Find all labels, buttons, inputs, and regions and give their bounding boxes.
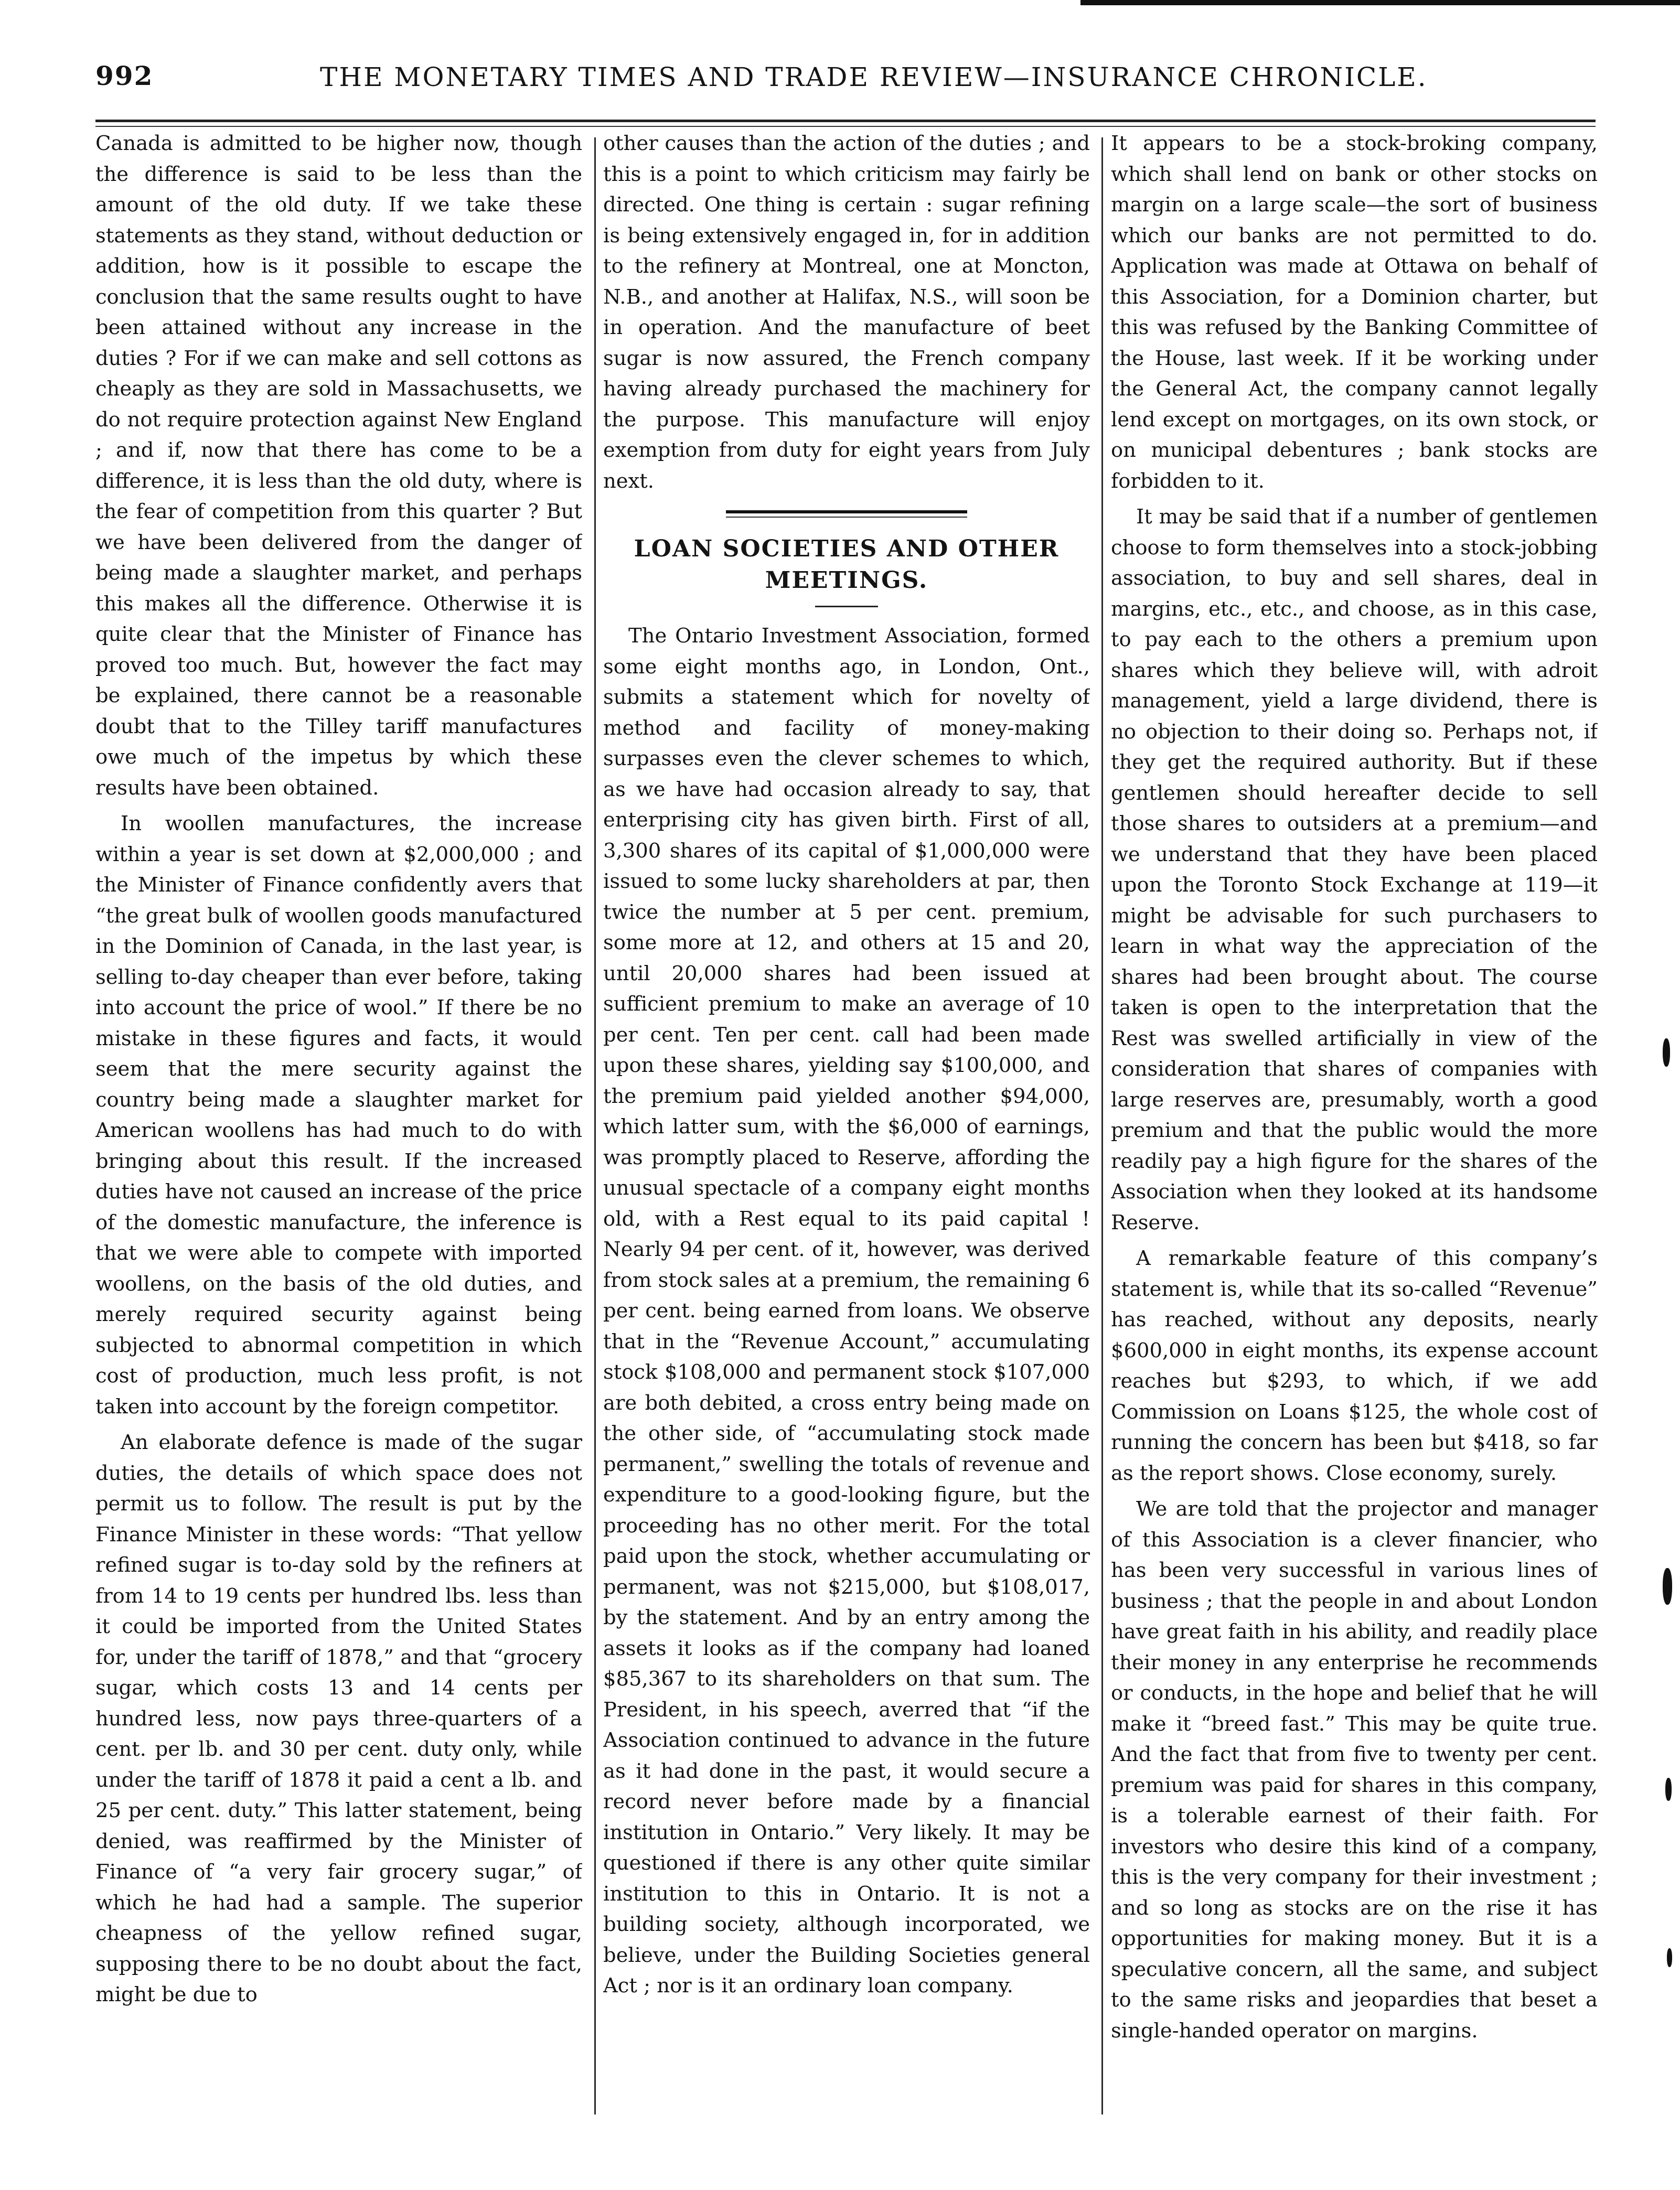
paragraph: An elaborate defence is made of the sugar duties, the details of which space does not permit us to follow. The result is put by the Finance Minister in these words: “That yellow refined sugar is to-day sold by the refiners at from 14 to 19 cents per hundred lbs. less than it could be imported from the United States for, under the tariff of 1878,” and that “grocery sugar, which costs 13 and 14 cents per hundred less, now pays three-quarters of a cent. per lb. and 30 per cent. duty only, while under the tariff of 1878 it paid a cent a lb. and 25 per cent. duty.” This latter statement, being denied, was reaffirmed by the Minister of Finance of “a very fair grocery sugar,” of which he had had a sample. The superior cheapness of the yellow refined sugar, supposing there to be no doubt about the fact, might be due to bbox=[95, 1431, 582, 2006]
paragraph: It appears to be a stock-broking company, which shall lend on bank or other stocks on margin on a large scale—the sort of business which our banks are not permitted to do. Application was made at Ottawa on behalf of this Association, for a Dominion charter, but this was refused by the Banking Committee of the House, last week. If it be working under the General Act, the company cannot legally lend except on mortgages, on its own stock, or on municipal debentures ; bank stocks are forbidden to it. bbox=[1111, 132, 1598, 493]
column-rule bbox=[594, 137, 596, 2114]
paragraph: The Ontario Investment Association, formed some eight months ago, in London, Ont., submits a statement which for novelty of method and facility of money-making surpasses even the clever schemes to which, as we have had occasion already to say, that enterprising city has given birth. First of all, 3,300 shares of its capital of $1,000,000 were issued to some lucky shareholders at par, then twice the number at 5 per cent. premium, some more at 12, and others at 15 and 20, until 20,000 shares had been issued at sufficient premium to make an average of 10 per cent. Ten per cent. call had been made upon these shares, yielding say $100,000, and the premium paid yielded another $94,000, which latter sum, with the $6,000 of earnings, was promptly placed to Reserve, affording the unusual spectacle of a company eight months old, with a Rest equal to its paid capital ! Nearly 94 per cent. of it, however, was derived from stock sales at a premium, the remaining 6 per cent. being earned from loans. We observe that in the “Revenue Account,” accumulating stock $108,000 and permanent stock $107,000 are both debited, a cross entry being made on the other side, of “accumulating stock made permanent,” swelling the totals of revenue and expenditure to a good-looking figure, but the proceeding has no other merit. For the total paid upon the stock, whether accumulating or permanent, was not $215,000, but $108,017, by the statement. And by an entry among the assets it looks as if the company had loaned $85,367 to its shareholders on that sum. The President, in his speech, averred that “if the Association continued to advance in the future as it had done in the past, it would secure a record never before made by a financial institution in Ontario.” Very likely. It may be questioned if there is any other quite similar institution to this in Ontario. It is not a building society, although incorporated, we believe, under the Building Societies general Act ; nor is it an ordinary loan company. bbox=[603, 624, 1090, 1998]
paragraph: Canada is admitted to be higher now, though the difference is said to be less than the amount of the old duty. If we take these statements as they stand, without deduction or addition, how is it possible to escape the conclusion that the same results ought to have been attained without any increase in the duties ? For if we can make and sell cottons as cheaply as they are sold in Massachusetts, we do not require protection against New England ; and if, now that there has come to be a difference, it is less than the old duty, where is the fear of competition from this quarter ? But we have been delivered from the danger of being made a slaughter market, and perhaps this makes all the difference. Otherwise it is quite clear that the Minister of Finance has proved too much. But, however the fact may be explained, there cannot be a reasonable doubt that to the Tilley tariff manufactures owe much of the impetus by which these results have been obtained. bbox=[95, 132, 582, 800]
column-2 bbox=[603, 128, 1090, 2116]
paragraph: In woollen manufactures, the increase within a year is set down at $2,000,000 ; and the Minister of Finance confidently avers that “the great bulk of woollen goods manufactured in the Dominion of Canada, in the last year, is selling to-day cheaper than ever before, taking into account the price of wool.” If there be no mistake in these figures and facts, it would seem that the mere security against the country being made a slaughter market for American woollens has had much to do with bringing about this result. If the increased duties have not caused an increase of the price of the domestic manufacture, the inference is that we were able to compete with imported woollens, on the basis of the old duties, and merely required security against being subjected to abnormal competition in which cost of production, much less profit, is not taken into account by the foreign competitor. bbox=[95, 812, 582, 1419]
ink-blot bbox=[1667, 1948, 1672, 1967]
section-separator bbox=[726, 510, 967, 518]
paragraph: It may be said that if a number of gentlemen choose to form themselves into a stock-jobbing association, to buy and sell shares, deal in margins, etc., etc., and choose, as in this case, to pay each to the others a premium upon shares which they believe will, with adroit management, yield a large dividend, there is no objection to their doing so. Perhaps not, if they get the required authority. But if these gentlemen should hereafter decide to sell those shares to outsiders at a premium—and we understand that they have been placed upon the Toronto Stock Exchange at 119—it might be advisable for such purchasers to learn in what way the appreciation of the shares had been brought about. The course taken is open to the interpretation that the Rest was swelled artificially in view of the consideration that shares of companies with large reserves are, presumably, worth a good premium and that the public would the more readily pay a high figure for the shares of the Association when they looked at its handsome Reserve. bbox=[1111, 505, 1598, 1234]
column-rule bbox=[1101, 137, 1103, 2114]
ink-blot bbox=[1663, 1568, 1672, 1605]
header-rule bbox=[95, 120, 1596, 122]
top-edge-rule bbox=[1080, 0, 1680, 5]
page-number: 992 bbox=[95, 60, 154, 91]
header-rule-thin bbox=[95, 126, 1596, 127]
ink-blot bbox=[1663, 1038, 1670, 1067]
paragraph: other causes than the action of the duties ; and this is a point to which criticism may fairly be directed. One thing is certain : sugar refining is being extensively engaged in, for in addition to the refinery at Montreal, one at Moncton, N.B., and another at Halifax, N.S., will soon be in operation. And the manufacture of beet sugar is now assured, the French company having already purchased the machinery for the purpose. This manufacture will enjoy exemption from duty for eight years from July next. bbox=[603, 132, 1090, 493]
page-header bbox=[0, 0, 1680, 136]
heading-underline bbox=[815, 606, 878, 607]
column-1 bbox=[95, 128, 582, 2116]
section-heading: LOAN SOCIETIES AND OTHER MEETINGS. bbox=[634, 535, 1060, 594]
paragraph: We are told that the projector and manager of this Association is a clever financier, who has been very successful in various lines of business ; that the people in and about London have great faith in his ability, and readily place their money in any enterprise he recommends or conducts, in the hope and belief that he will make it “breed fast.” This may be quite true. And the fact that from five to twenty per cent. premium was paid for shares in this company, is a tolerable earnest of their faith. For investors who desire this kind of a company, this is the very company for their investment ; and so long as stocks are on the rise it has opportunities for making money. But it is a speculative concern, all the same, and subject to the same risks and jeopardies that beset a single-handed operator on margins. bbox=[1111, 1497, 1598, 2043]
running-title: THE MONETARY TIMES AND TRADE REVIEW—INSURANCE CHRONICLE. bbox=[320, 62, 1428, 92]
column-3 bbox=[1111, 128, 1598, 2116]
paragraph: A remarkable feature of this company’s statement is, while that its so-called “Revenue” has reached, without any deposits, nearly $600,000 in eight months, its expense account reaches but $293, to which, if we add Commission on Loans $125, the whole cost of running the concern has been but $418, so far as the report shows. Close economy, surely. bbox=[1111, 1247, 1598, 1485]
ink-blot bbox=[1665, 1778, 1672, 1801]
